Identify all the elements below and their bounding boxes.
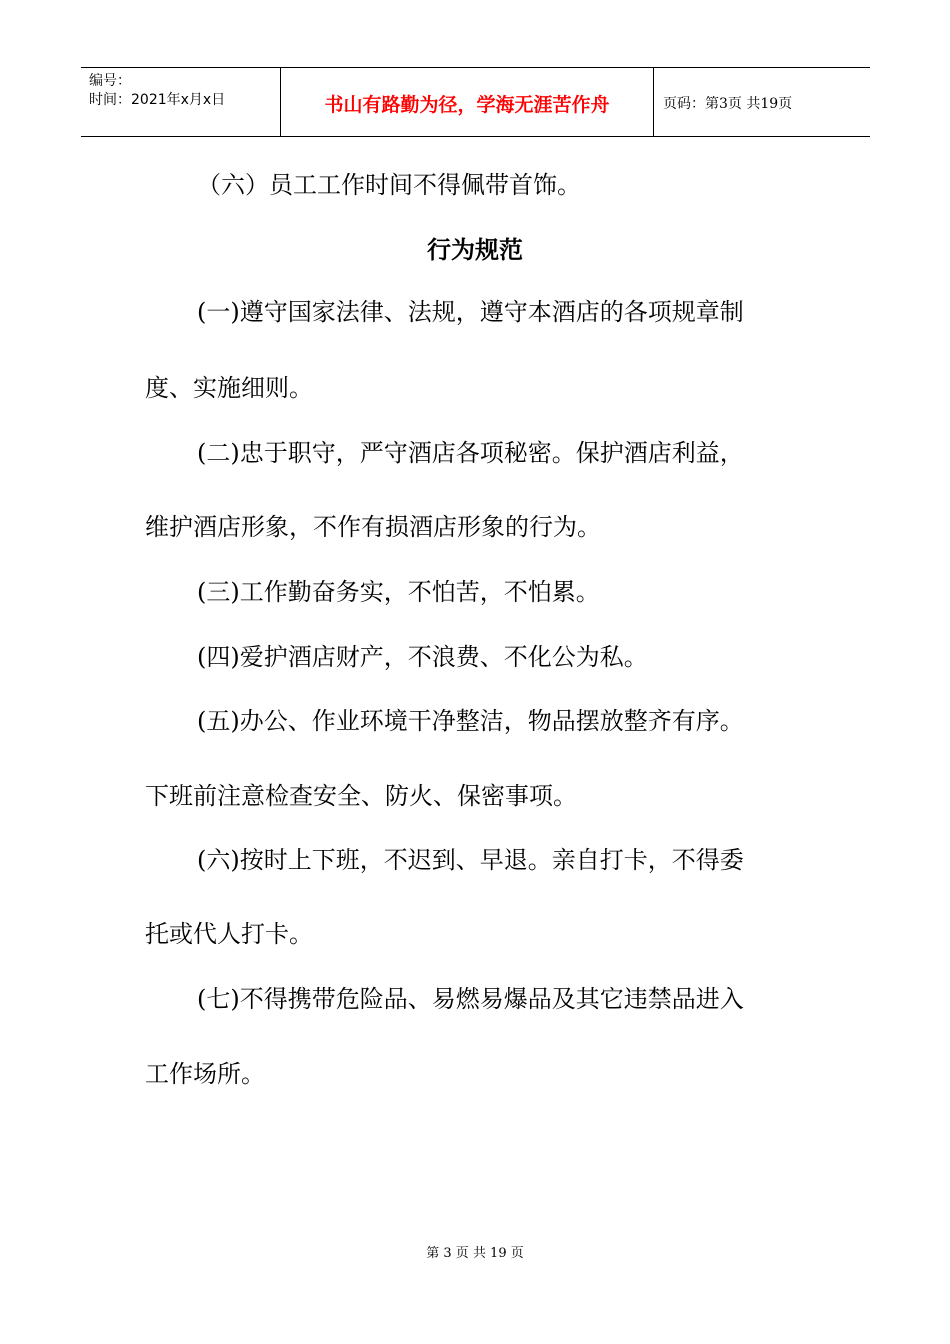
paragraph-1-line-2: 度、实施细则。 bbox=[145, 374, 313, 402]
header-motto: 书山有路勤为径，学海无涯苦作舟 bbox=[281, 68, 654, 136]
paragraph-6-line-2: 托或代人打卡。 bbox=[145, 920, 313, 948]
paragraph-2-line-1: (二)忠于职守，严守酒店各项秘密。保护酒店利益， bbox=[197, 439, 744, 467]
section-title: 行为规范 bbox=[427, 236, 523, 264]
paragraph-5-line-1: (五)办公、作业环境干净整洁，物品摆放整齐有序。 bbox=[197, 707, 744, 735]
header-table bbox=[81, 67, 870, 137]
document-time-label: 时间：2021年x月x日 bbox=[89, 92, 226, 108]
paragraph-3: (三)工作勤奋务实，不怕苦，不怕累。 bbox=[197, 578, 600, 606]
paragraph-2-line-2: 维护酒店形象，不作有损酒店形象的行为。 bbox=[145, 513, 601, 541]
page-footer: 第 3 页 共 19 页 bbox=[426, 1246, 524, 1261]
header-meta-cell bbox=[81, 68, 281, 136]
paragraph-1-line-1: (一)遵守国家法律、法规，遵守本酒店的各项规章制 bbox=[197, 298, 744, 326]
header-page-info: 页码：第3页 共19页 bbox=[663, 96, 793, 112]
document-number-label: 编号： bbox=[89, 73, 131, 89]
paragraph-rule-6-jewelry: （六）员工工作时间不得佩带首饰。 bbox=[197, 171, 581, 199]
paragraph-4: (四)爱护酒店财产，不浪费、不化公为私。 bbox=[197, 643, 648, 671]
paragraph-7-line-2: 工作场所。 bbox=[145, 1060, 265, 1088]
paragraph-7-line-1: (七)不得携带危险品、易燃易爆品及其它违禁品进入 bbox=[197, 985, 744, 1013]
paragraph-5-line-2: 下班前注意检查安全、防火、保密事项。 bbox=[145, 782, 577, 810]
paragraph-6-line-1: (六)按时上下班，不迟到、早退。亲自打卡，不得委 bbox=[197, 846, 744, 874]
